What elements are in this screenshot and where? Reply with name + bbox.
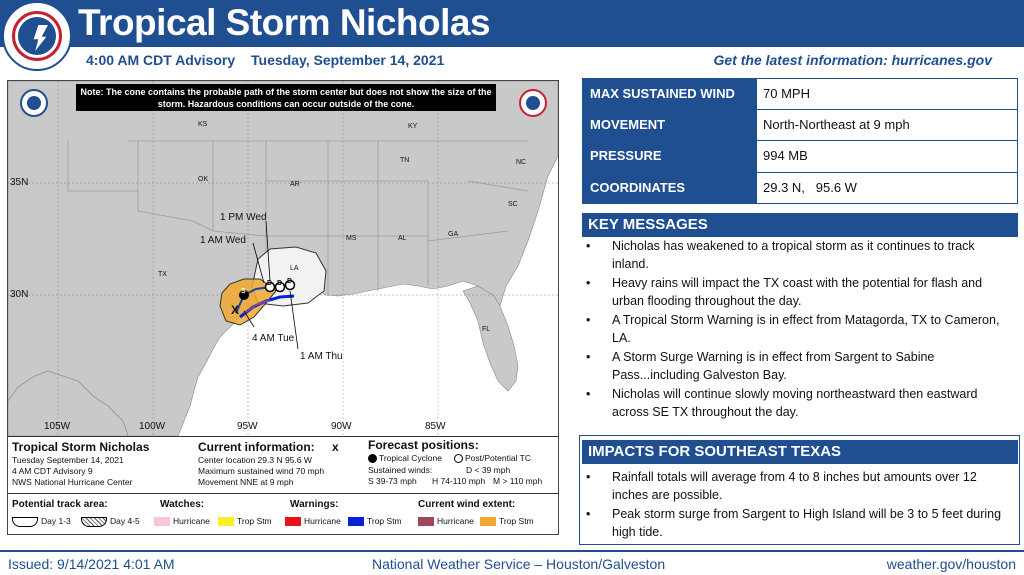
legend-max-wind: Maximum sustained wind 70 mph (198, 466, 325, 476)
state-label-nc: NC (516, 159, 527, 166)
state-label-tn: TN (400, 157, 410, 164)
nws-logo-center (18, 17, 56, 55)
point-code-s: S (241, 288, 246, 295)
lat-label-35n: 35N (10, 177, 29, 188)
bullet: • (586, 313, 591, 327)
point-label-1am-thu: 1 AM Thu (300, 351, 343, 362)
latest-info-link[interactable]: Get the latest information: hurricanes.gov (713, 52, 992, 68)
stat-row-movement (582, 110, 1018, 142)
map-graphic (8, 81, 558, 436)
state-label-ok: OK (198, 176, 209, 183)
lightning-icon (32, 25, 48, 51)
legend-warnings: Warnings: (290, 499, 339, 510)
storm-track-map (7, 80, 559, 535)
state-label-la: LA (290, 265, 299, 272)
subheader-bar (0, 47, 1024, 73)
point-label-1am-wed: 1 AM Wed (200, 235, 246, 246)
legend-day45: Day 4-5 (110, 516, 140, 526)
key-messages-title: KEY MESSAGES (582, 213, 1018, 237)
point-code-d3: D (287, 278, 293, 285)
lon-label-90w: 90W (331, 421, 352, 432)
stats-table (582, 78, 1018, 204)
state-label-ar: AR (290, 181, 300, 188)
stat-value: 70 MPH (763, 86, 810, 101)
state-label-ky: KY (408, 123, 418, 130)
footer (0, 550, 1024, 575)
legend-h-wind: H 74-110 mph (432, 476, 486, 486)
advisory-time: 4:00 AM CDT Advisory (86, 52, 236, 68)
map-note: Note: The cone contains the probable path of the storm center but does not show the size of the storm. Hazardous conditions can occur outside of the cone. (76, 84, 496, 111)
issued-time: Issued: 9/14/2021 4:01 AM (8, 556, 175, 572)
list-item (582, 275, 1002, 310)
header-bar (0, 0, 1024, 47)
advisory-date: Tuesday, September 14, 2021 (251, 52, 445, 68)
legend-center-location: Center location 29.3 N 95.6 W (198, 455, 312, 465)
legend-m-wind: M > 110 mph (493, 476, 543, 486)
nws-logo (2, 1, 72, 71)
stat-label: MOVEMENT (583, 110, 757, 141)
office-url-link[interactable]: weather.gov/houston (886, 556, 1016, 572)
legend-wind-extent: Current wind extent: (418, 499, 516, 510)
bullet: • (586, 276, 591, 290)
post-tc-circle-icon (454, 454, 463, 463)
list-item (582, 469, 1002, 504)
key-message-text: A Storm Surge Warning is in effect from Sargent to Sabine Pass...including Galveston Bay. (612, 350, 935, 382)
current-position-marker: X (231, 303, 240, 317)
day45-cone-icon (81, 517, 107, 527)
bullet: • (586, 350, 591, 364)
state-label-tx: TX (158, 271, 167, 278)
noaa-logo-center (27, 96, 41, 110)
stat-row-wind (582, 78, 1018, 110)
legend-day13: Day 1-3 (41, 516, 71, 526)
bullet: • (586, 470, 591, 484)
legend-advisory: 4 AM CDT Advisory 9 (12, 466, 93, 476)
lon-label-85w: 85W (425, 421, 446, 432)
lon-label-105w: 105W (44, 421, 71, 432)
point-code-d1: D (267, 280, 273, 287)
lat-label-30n: 30N (10, 289, 29, 300)
bullet: • (586, 239, 591, 253)
legend-hurricane-watch: Hurricane (173, 516, 210, 526)
map-legend (8, 436, 558, 534)
key-message-text: Nicholas has weakened to a tropical storm as it continues to track inland. (612, 239, 975, 271)
key-message-text: Nicholas will continue slowly moving northeastward then eastward across SE TX throughout the day. (612, 387, 978, 419)
state-label-sc: SC (508, 201, 518, 208)
state-label-fl: FL (482, 326, 491, 333)
impact-text: Peak storm surge from Sargent to High Island will be 3 to 5 feet during high tide. (612, 507, 1002, 539)
legend-movement: Movement NNE at 9 mph (198, 477, 294, 487)
stat-value: North-Northeast at 9 mph (763, 116, 910, 132)
stat-value: 29.3 N, 95.6 W (763, 179, 857, 195)
stat-row-pressure (582, 141, 1018, 173)
legend-watches: Watches: (160, 499, 205, 510)
legend-forecast-title: Forecast positions: (368, 438, 479, 452)
stat-label: COORDINATES (583, 173, 757, 204)
lon-label-95w: 95W (237, 421, 258, 432)
legend-ts-warning: Trop Stm (367, 516, 402, 526)
legend-hurricane-extent: Hurricane (437, 516, 474, 526)
bullet: • (586, 387, 591, 401)
state-label-ms: MS (346, 235, 357, 242)
hurricane-extent-swatch (418, 517, 434, 526)
point-label-1pm-wed: 1 PM Wed (220, 212, 267, 223)
legend-fp-tropical: Tropical Cyclone (379, 453, 442, 463)
tropical-cyclone-dot-icon (368, 454, 377, 463)
office-name: National Weather Service – Houston/Galveston (372, 556, 666, 572)
point-label-4am-tue: 4 AM Tue (252, 333, 295, 344)
list-item (582, 312, 1002, 347)
stat-row-coordinates (582, 173, 1018, 205)
list-item (582, 238, 1002, 273)
list-item (582, 386, 1002, 421)
legend-fp-post: Post/Potential TC (465, 453, 531, 463)
impact-text: Rainfall totals will average from 4 to 8 inches but amounts over 12 inches are possible. (612, 470, 977, 502)
ts-watch-swatch (218, 517, 234, 526)
hurricane-warning-swatch (285, 517, 301, 526)
ts-warning-swatch (348, 517, 364, 526)
lon-label-100w: 100W (139, 421, 166, 432)
nws-logo-ring (12, 11, 62, 61)
state-label-al: AL (398, 235, 407, 242)
legend-ts-extent: Trop Stm (499, 516, 534, 526)
impacts-title: IMPACTS FOR SOUTHEAST TEXAS (582, 440, 1018, 464)
legend-d-wind: D < 39 mph (466, 465, 511, 475)
stat-label: PRESSURE (583, 141, 757, 172)
stat-label: MAX SUSTAINED WIND (583, 79, 757, 109)
nws-small-logo-center (526, 96, 540, 110)
day13-cone-icon (12, 517, 38, 527)
key-message-text: A Tropical Storm Warning is in effect from Matagorda, TX to Cameron, LA. (612, 313, 1000, 345)
bullet: • (586, 507, 591, 521)
legend-divider (8, 493, 558, 494)
legend-sustained-winds: Sustained winds: (368, 465, 433, 475)
legend-current-info-title: Current information: (198, 440, 315, 454)
page-title: Tropical Storm Nicholas (78, 2, 491, 43)
legend-ts-watch: Trop Stm (237, 516, 272, 526)
legend-potential-track: Potential track area: (12, 499, 108, 510)
legend-s-wind: S 39-73 mph (368, 476, 417, 486)
point-code-d2: D (277, 280, 283, 287)
legend-date: Tuesday September 14, 2021 (12, 455, 124, 465)
impacts-list (582, 469, 1002, 543)
hurricane-watch-swatch (154, 517, 170, 526)
key-message-text: Heavy rains will impact the TX coast with the potential for flash and urban flooding throughout the day. (612, 276, 983, 308)
list-item (582, 349, 1002, 384)
state-label-ga: GA (448, 231, 459, 238)
state-label-ks: KS (198, 121, 208, 128)
legend-center: NWS National Hurricane Center (12, 477, 133, 487)
legend-current-info-marker: x (332, 440, 339, 454)
list-item (582, 506, 1002, 541)
key-messages-list (582, 238, 1002, 423)
ts-extent-swatch (480, 517, 496, 526)
stat-value: 994 MB (763, 148, 808, 163)
legend-hurricane-warning: Hurricane (304, 516, 341, 526)
legend-storm-name: Tropical Storm Nicholas (12, 440, 150, 454)
